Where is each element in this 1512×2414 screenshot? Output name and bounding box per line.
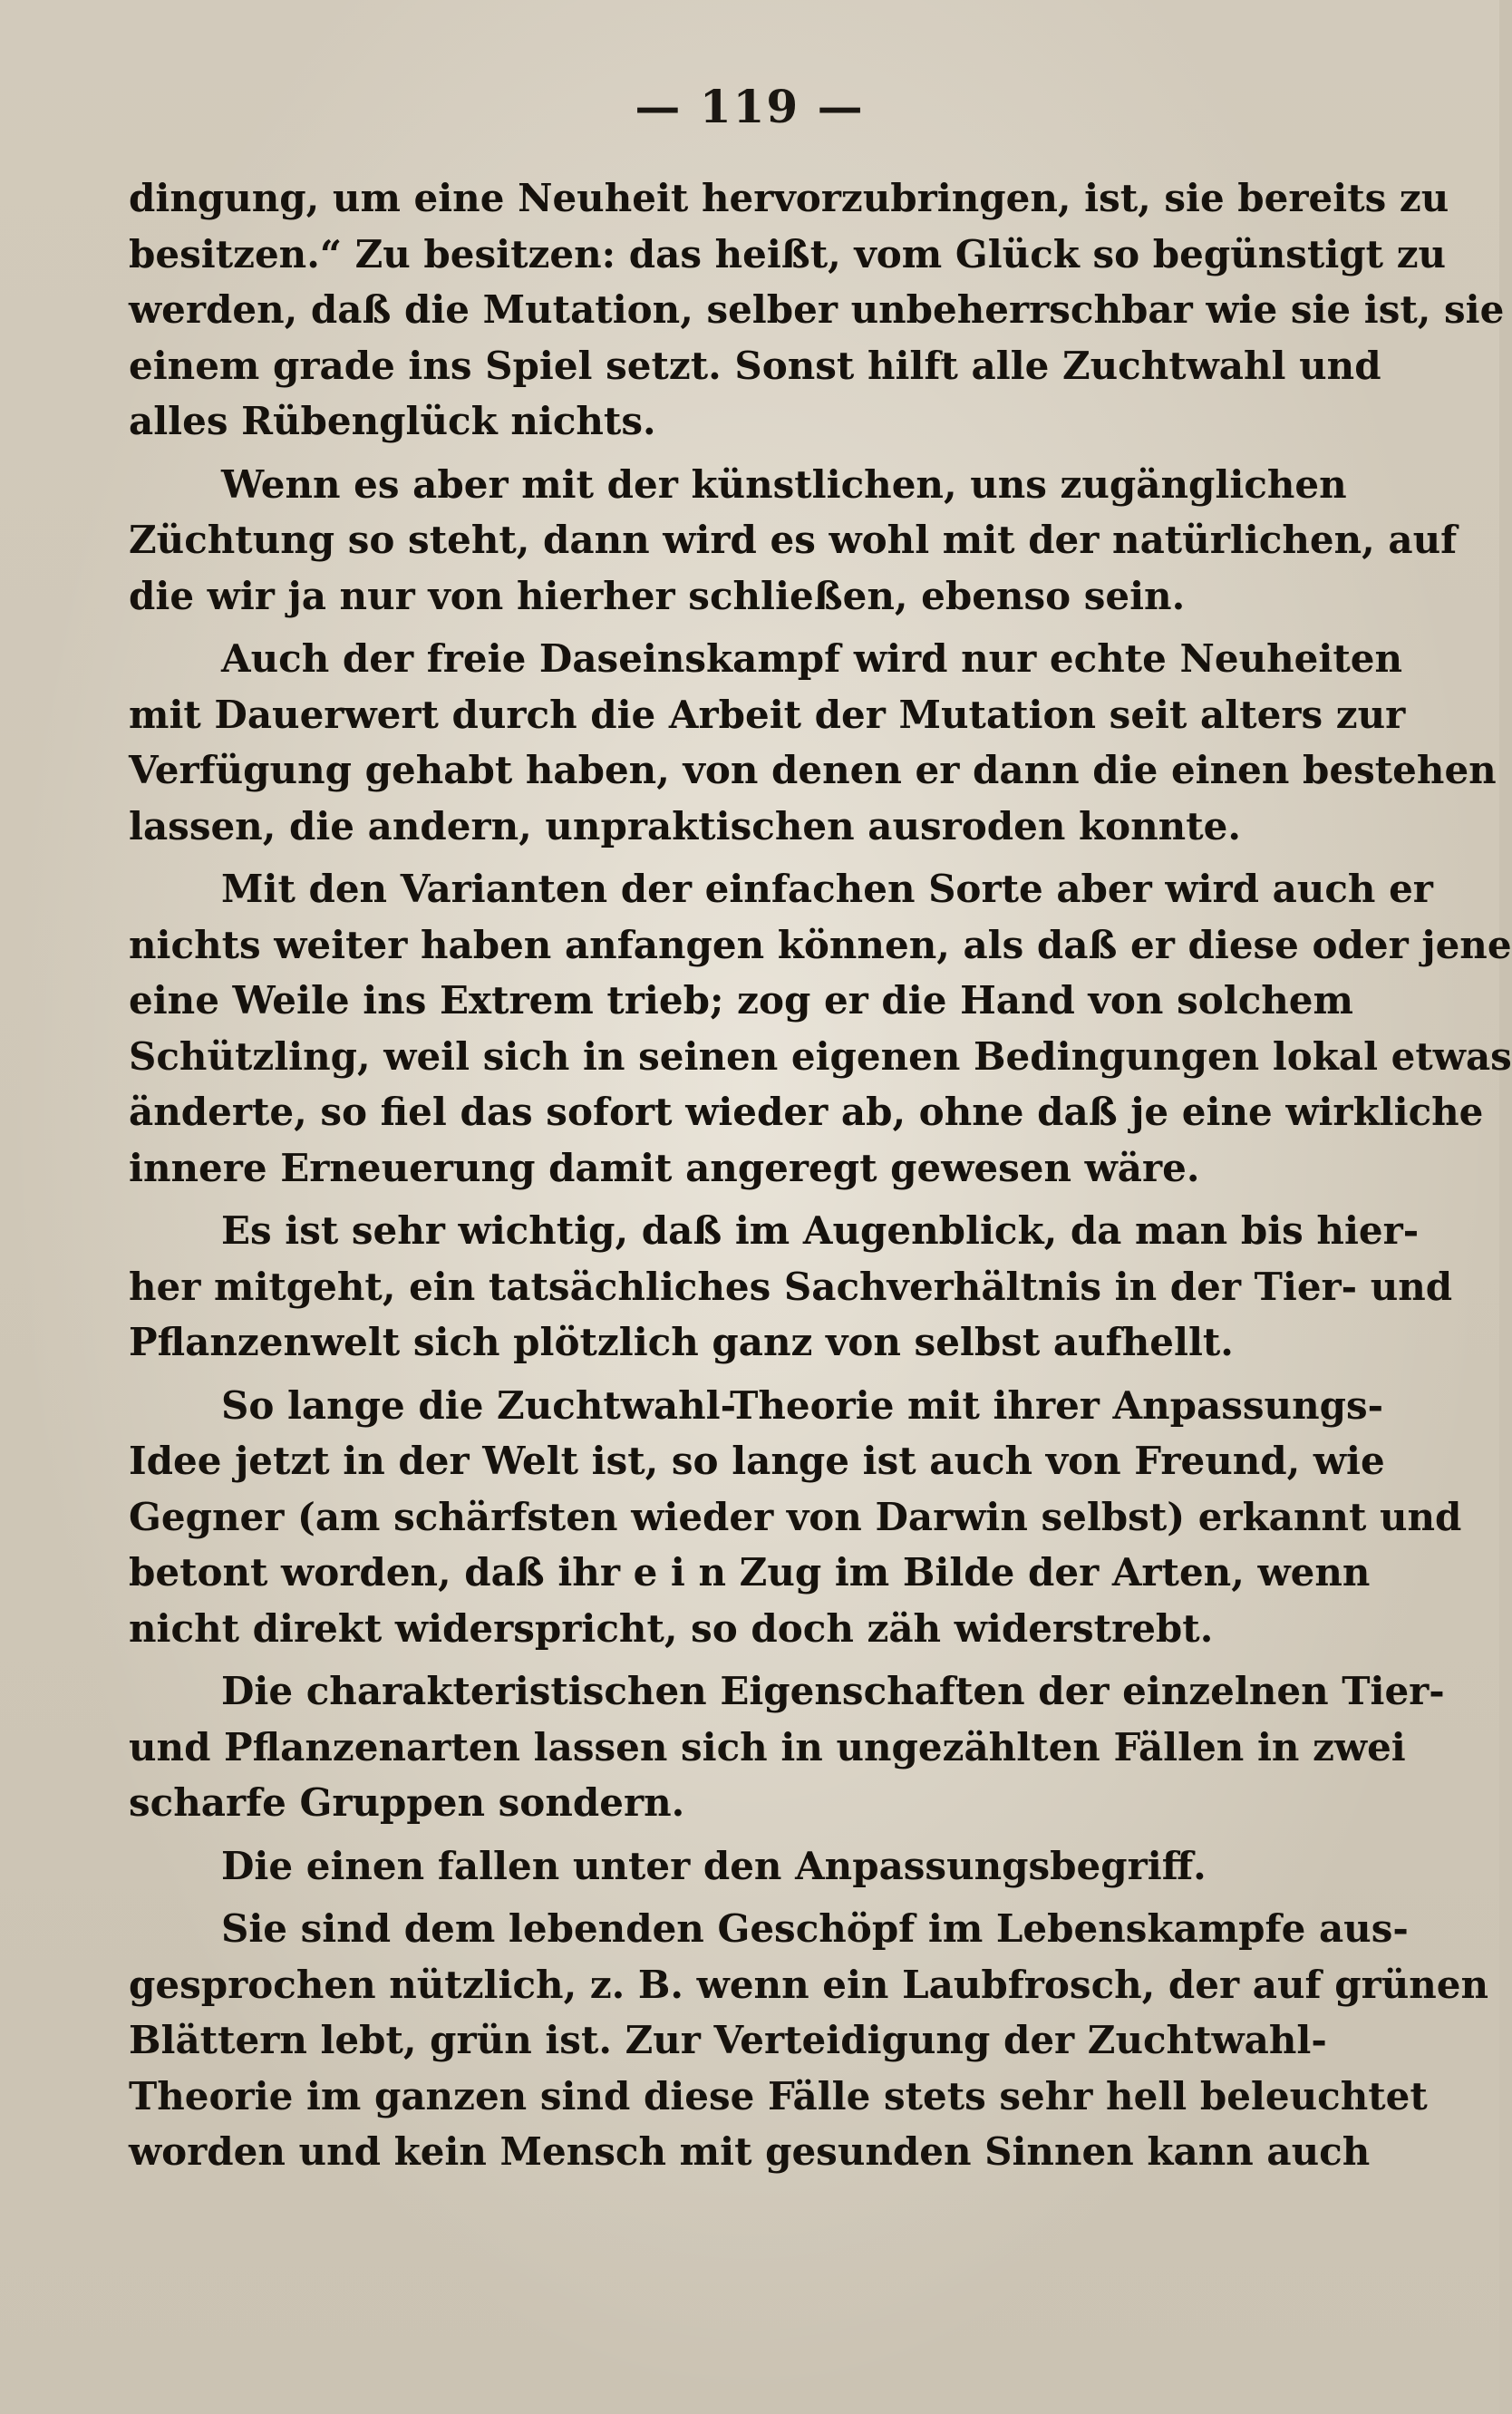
text-line: Die einen fallen unter den Anpassungsbegriff. (221, 1843, 1207, 1888)
text-line: Sie sind dem lebenden Geschöpf im Lebenskampfe aus- (221, 1906, 1409, 1951)
text-line: Gegner (am schärfsten wieder von Darwin selbst) erkannt und (129, 1494, 1462, 1539)
text-line: innere Erneuerung damit angeregt gewesen wäre. (129, 1145, 1200, 1190)
paragraph-gap (129, 1371, 1314, 1378)
paragraph-gap (129, 1196, 1314, 1203)
text-line: einem grade ins Spiel setzt. Sonst hilft alle Zuchtwahl und (129, 343, 1381, 388)
text-line: werden, daß die Mutation, selber unbeherrschbar wie sie ist, sie (129, 287, 1505, 332)
paragraph-gap (129, 1656, 1314, 1663)
page-number: — 119 — (635, 80, 865, 133)
text-line: nichts weiter haben anfangen können, als daß er diese oder jene (129, 922, 1512, 967)
text-line: Pflanzenwelt sich plötzlich ganz von selbst aufhellt. (129, 1320, 1234, 1364)
text-line: besitzen.“ Zu besitzen: das heißt, vom Glück so begünstigt zu (129, 231, 1447, 276)
text-line: Züchtung so steht, dann wird es wohl mit der natürlichen, auf (129, 518, 1458, 562)
paragraph-gap (129, 1894, 1314, 1901)
text-line: her mitgeht, ein tatsächliches Sachverhältnis in der Tier- und (129, 1264, 1453, 1309)
text-line: Wenn es aber mit der künstlichen, uns zugänglichen (221, 461, 1347, 507)
text-line: und Pflanzenarten lassen sich in ungezählten Fällen in zwei (129, 1724, 1406, 1769)
body-text (129, 170, 1512, 2180)
paragraph (129, 861, 1512, 1196)
text-line: Es ist sehr wichtig, daß im Augenblick, da man bis hier- (221, 1208, 1420, 1253)
text-line: Verfügung gehabt haben, von denen er dann die einen bestehen (129, 748, 1497, 792)
text-line: alles Rübenglück nichts. (129, 399, 656, 443)
paragraph-gap (129, 1831, 1314, 1838)
text-line: eine Weile ins Extrem trieb; zog er die Hand von solchem (129, 978, 1353, 1023)
text-line: Schützling, weil sich in seinen eigenen Bedingungen lokal etwas (129, 1033, 1512, 1079)
text-line: worden und kein Mensch mit gesunden Sinnen kann auch (129, 2129, 1371, 2174)
text-line: Mit den Varianten der einfachen Sorte aber wird auch er (221, 867, 1433, 911)
paragraph (129, 1203, 1453, 1371)
text-line: Idee jetzt in der Welt ist, so lange ist auch von Freund, wie (129, 1439, 1385, 1483)
paragraph (129, 631, 1497, 854)
text-line: änderte, so fiel das sofort wieder ab, ohne daß je eine wirkliche (129, 1090, 1484, 1134)
paragraph (129, 1838, 1314, 1895)
paragraph (129, 170, 1505, 450)
paragraph-gap (129, 624, 1314, 631)
text-line: lassen, die andern, unpraktischen ausroden konnte. (129, 803, 1241, 848)
paragraph-gap (129, 854, 1314, 861)
text-line: scharfe Gruppen sondern. (129, 1780, 685, 1825)
text-line: nicht direkt widerspricht, so doch zäh widerstrebt. (129, 1605, 1214, 1651)
text-line: die wir ja nur von hierher schließen, ebenso sein. (129, 573, 1186, 618)
text-line: Theorie im ganzen sind diese Fälle stets sehr hell beleuchtet (129, 2073, 1428, 2118)
paragraph (129, 1901, 1489, 2180)
paragraph (129, 1378, 1462, 1657)
text-line: So lange die Zuchtwahl-Theorie mit ihrer Anpassungs- (221, 1382, 1384, 1428)
text-line: dingung, um eine Neuheit hervorzubringen, ist, sie bereits zu (129, 176, 1449, 220)
text-line: Die charakteristischen Eigenschaften der einzelnen Tier- (221, 1669, 1445, 1713)
text-line: Auch der freie Daseinskampf wird nur echte Neuheiten (221, 636, 1403, 681)
text-line: Blättern lebt, grün ist. Zur Verteidigung der Zuchtwahl- (129, 2018, 1327, 2062)
text-line: betont worden, daß ihr e i n Zug im Bilde der Arten, wenn (129, 1550, 1371, 1595)
text-line: mit Dauerwert durch die Arbeit der Mutation seit alters zur (129, 692, 1406, 737)
paragraph (129, 1663, 1445, 1831)
paragraph (129, 457, 1458, 625)
text-line: gesprochen nützlich, z. B. wenn ein Laubfrosch, der auf grünen (129, 1962, 1489, 2007)
paragraph-gap (129, 450, 1314, 457)
